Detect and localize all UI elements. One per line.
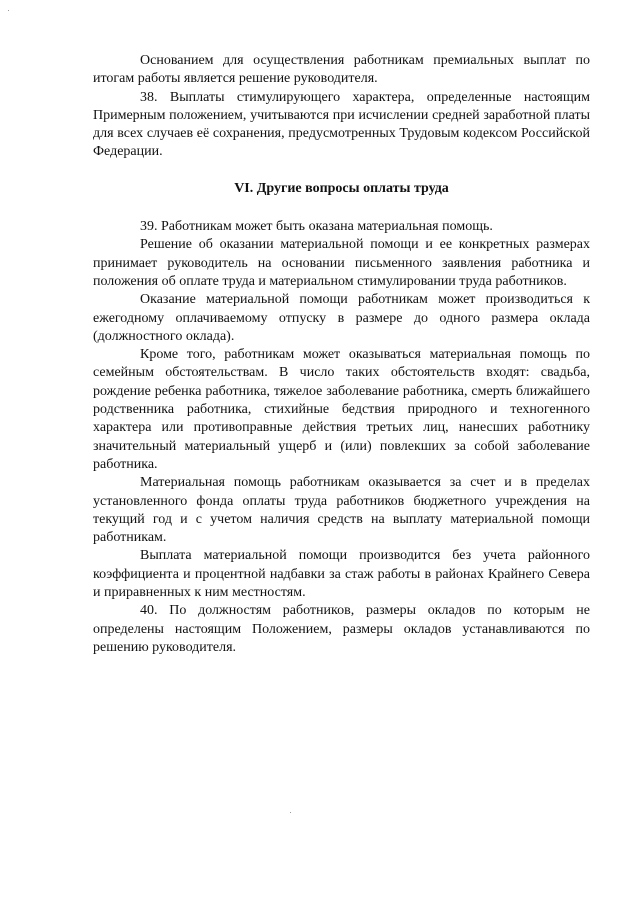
paragraph-aid-decision: Решение об оказании материальной помощи и ее конкретных размерах принимает руководитель на основании письменного заявления работника и положения об оплате труда и материальном стимулировании труда работников.: [93, 237, 590, 289]
paragraph-aid-family: Кроме того, работникам может оказываться материальная помощь по семейным обстоятельствам. В число таких обстоятельств входят: свадьба, рождение ребенка работника, тяжелое заболевание работника, смерть ближайшего родственника работника, стихийные бедствия природного и техногенного характера или противоправные действия третьих лиц, нанесших работнику значительный материальный ущерб и (или) повлекших за собой заболевание работника.: [93, 347, 590, 472]
paragraph-aid-vacation: Оказание материальной помощи работникам может производиться к ежегодному оплачиваемому отпуску в размере до одного размера оклада (должностного оклада).: [93, 292, 590, 344]
section-heading: VI. Другие вопросы оплаты труда: [234, 180, 449, 196]
document-page: [93, 52, 590, 657]
paragraph-39: 39. Работникам может быть оказана материальная помощь.: [140, 219, 493, 235]
scan-speck: [290, 812, 291, 813]
paragraph-40: 40. По должностям работников, размеры окладов по которым не определены настоящим Положением, размеры окладов устанавливаются по решению руководителя.: [93, 603, 590, 655]
paragraph-aid-fund: Материальная помощь работникам оказывается за счет и в пределах установленного фонда оплаты труда работников бюджетного учреждения на текущий год и с учетом наличия средств на выплату материальной помощи работникам.: [93, 475, 590, 546]
paragraph-aid-coefficient: Выплата материальной помощи производится без учета районного коэффициента и процентной надбавки за стаж работы в районах Крайнего Севера и приравненных к ним местностям.: [93, 548, 590, 601]
paragraph-bonus-basis: Основанием для осуществления работникам премиальных выплат по итогам работы является решение руководителя.: [93, 53, 590, 87]
scan-speck: [8, 10, 9, 11]
paragraph-38: 38. Выплаты стимулирующего характера, определенные настоящим Примерным положением, учитываются при исчислении средней заработной платы для всех случаев её сохранения, предусмотренных Трудовым кодексом Российской Федерации.: [93, 89, 590, 160]
